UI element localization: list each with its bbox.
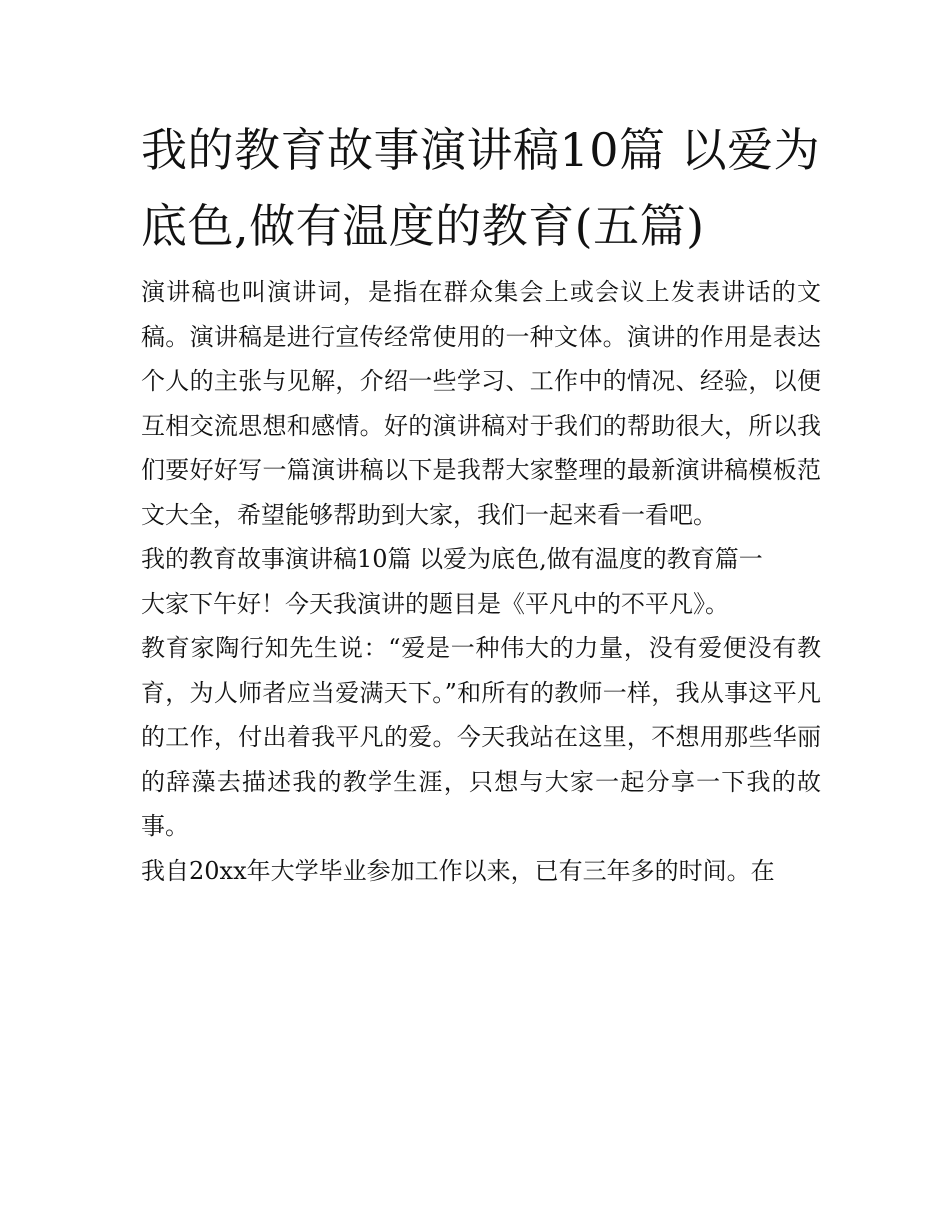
greeting-paragraph: 大家下午好！今天我演讲的题目是《平凡中的不平凡》。 [141,589,729,618]
document-body [141,112,821,893]
intro-paragraph: 演讲稿也叫演讲词，是指在群众集会上或会议上发表讲话的文稿。演讲稿是进行宣传经常使用的一种文体。演讲的作用是表达个人的主张与见解，介绍一些学习、工作中的情况、经验，以便互相交流思想和感情。好的演讲稿对于我们的帮助很大，所以我们要好好写一篇演讲稿以下是我帮大家整理的最新演讲稿模板范文大全，希望能够帮助到大家，我们一起来看一看吧。 [141,278,821,529]
quote-paragraph: 教育家陶行知先生说：“爱是一种伟大的力量，没有爱便没有教育，为人师者应当爱满天下。”和所有的教师一样，我从事这平凡的工作，付出着我平凡的爱。今天我站在这里，不想用那些华丽的辞藻去描述我的教学生涯，只想与大家一起分享一下我的故事。 [141,634,821,840]
section-heading: 我的教育故事演讲稿10篇 以爱为底色,做有温度的教育篇一 [141,545,763,573]
story-paragraph: 我自20xx年大学毕业参加工作以来，已有三年多的时间。在 [141,856,775,885]
document-title: 我的教育故事演讲稿10篇 以爱为底色,做有温度的教育(五篇) [141,123,821,253]
